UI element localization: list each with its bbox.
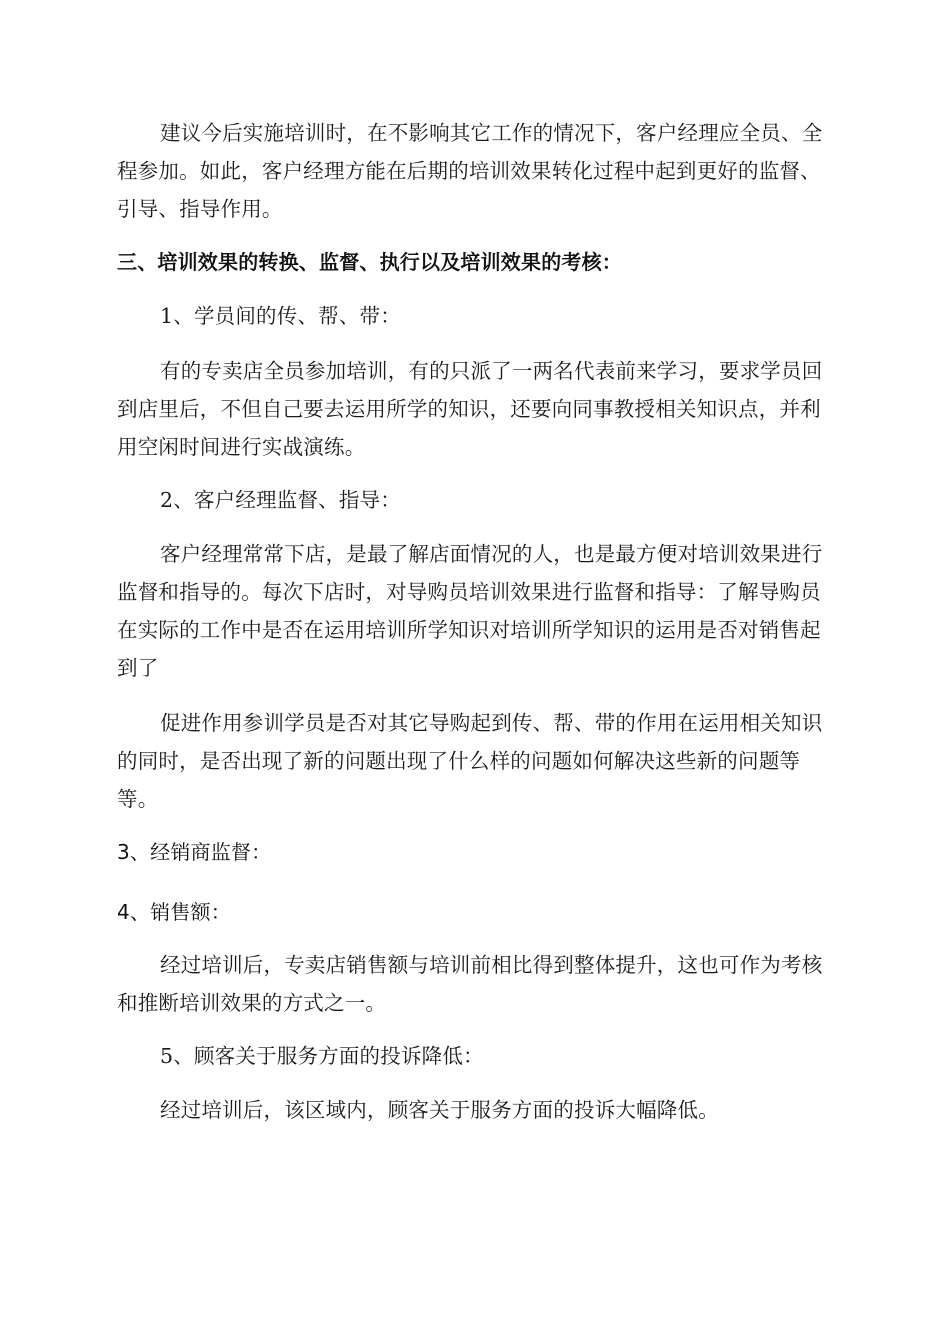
section-heading-3: 三、培训效果的转换、监督、执行以及培训效果的考核： — [117, 250, 622, 274]
item-2-body-continued: 促进作用参训学员是否对其它导购起到传、帮、带的作用在运用相关知识的同时，是否出现了新的问题出现了什么样的问题如何解决这些新的问题等等。 — [117, 711, 823, 811]
item-5-body: 经过培训后，该区域内，顾客关于服务方面的投诉大幅降低。 — [160, 1098, 719, 1122]
item-3-title: 3、经销商监督： — [117, 840, 272, 864]
item-2-body: 客户经理常常下店，是最了解店面情况的人，也是最方便对培训效果进行监督和指导的。每次下店时，对导购员培训效果进行监督和指导：了解导购员在实际的工作中是否在运用培训所学知识对培训所学知识的运用是否对销售起到了 — [117, 542, 823, 680]
item-1-title: 1、学员间的传、帮、带： — [160, 304, 401, 328]
paragraph-training-suggestion: 建议今后实施培训时，在不影响其它工作的情况下，客户经理应全员、全程参加。如此，客户经理方能在后期的培训效果转化过程中起到更好的监督、引导、指导作用。 — [117, 121, 823, 221]
item-2-title: 2、客户经理监督、指导： — [160, 488, 401, 512]
item-4-body: 经过培训后，专卖店销售额与培训前相比得到整体提升，这也可作为考核和推断培训效果的方式之一。 — [117, 953, 823, 1015]
item-5-title: 5、顾客关于服务方面的投诉降低： — [160, 1044, 484, 1068]
item-1-body: 有的专卖店全员参加培训，有的只派了一两名代表前来学习，要求学员回到店里后，不但自己要去运用所学的知识，还要向同事教授相关知识点，并利用空闲时间进行实战演练。 — [117, 359, 823, 459]
item-4-title: 4、销售额： — [117, 900, 231, 924]
